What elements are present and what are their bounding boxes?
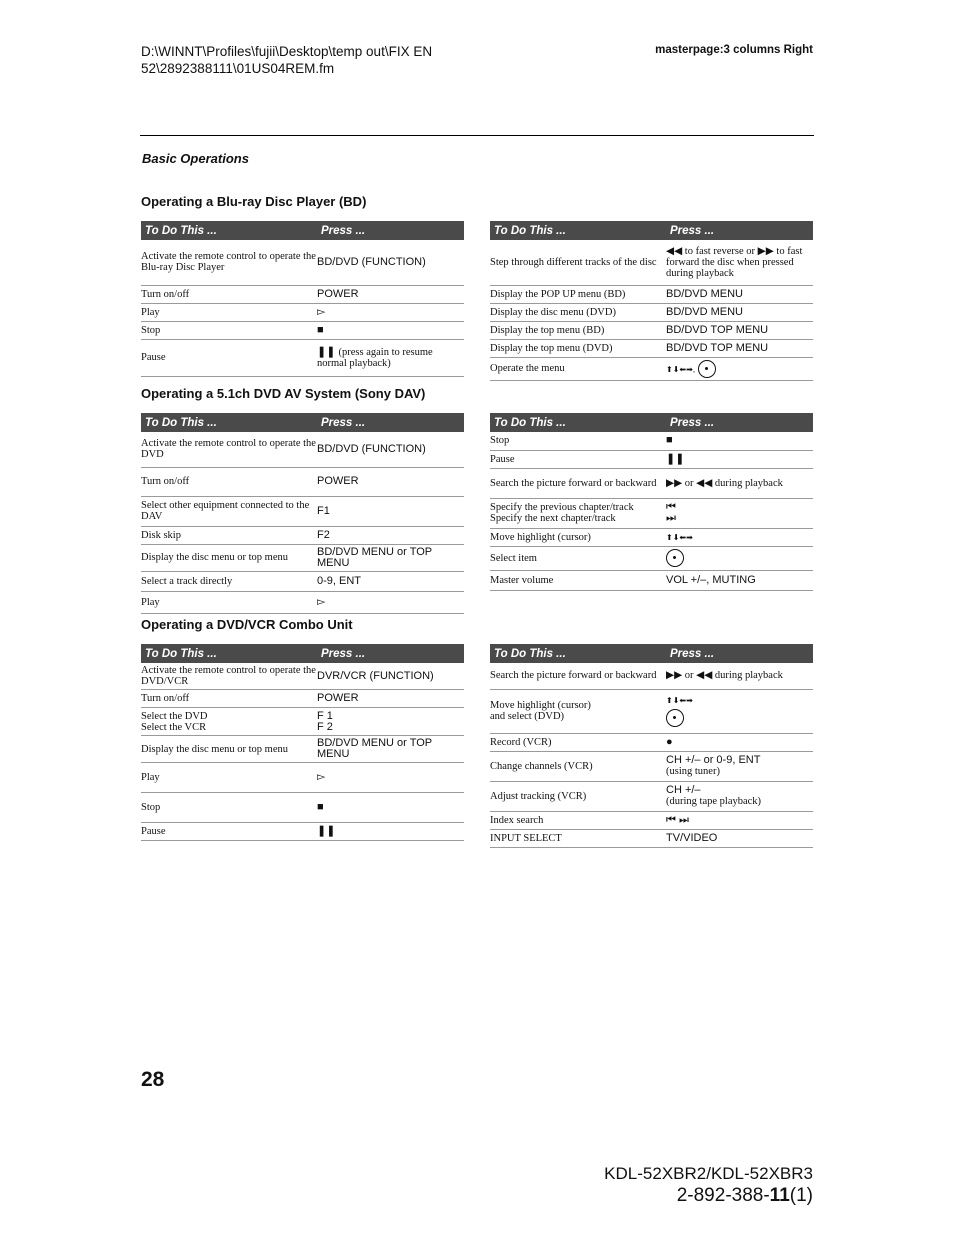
table-row: [141, 496, 464, 526]
todo-cell: Adjust tracking (VCR): [490, 781, 666, 811]
table-row: [490, 733, 813, 751]
todo-cell: Display the top menu (BD): [490, 321, 666, 339]
column-header-press: Press ...: [317, 644, 464, 663]
table-row: [490, 751, 813, 781]
pause-icon: ❚❚: [666, 450, 813, 468]
table-row: [490, 240, 813, 285]
table-row: [141, 793, 464, 823]
press-note: (during tape playback): [666, 796, 762, 807]
todo-cell: [141, 708, 317, 736]
pause-icon: ❚❚: [317, 823, 464, 841]
table-row: [141, 663, 464, 690]
code-bold: 11: [769, 1185, 790, 1206]
model-number: KDL-52XBR2/KDL-52XBR3: [604, 1164, 813, 1183]
table-row: [141, 526, 464, 544]
section-label: Basic Operations: [142, 151, 249, 166]
table-row: [141, 591, 464, 613]
press-cell: BD/DVD MENU or TOP MENU: [317, 544, 464, 571]
todo-cell: Select item: [490, 546, 666, 570]
table-row: [141, 339, 464, 376]
press-cell: [666, 689, 813, 733]
table-row: [490, 811, 813, 829]
todo-cell: Activate the remote control to operate the Blu-ray Disc Player: [141, 240, 317, 285]
todo-cell: Change channels (VCR): [490, 751, 666, 781]
table-row: [141, 240, 464, 285]
press-cell: [317, 708, 464, 736]
pause-icon: ❚❚: [317, 345, 336, 358]
todo-cell: [490, 498, 666, 528]
record-icon: ●: [666, 733, 813, 751]
table-row: [141, 763, 464, 793]
press-cell: [666, 357, 813, 380]
table-row: [141, 432, 464, 467]
stop-icon: ■: [317, 321, 464, 339]
code-suffix: (1): [789, 1185, 813, 1206]
previous-track-icon: ⏮: [666, 501, 676, 513]
heading-combo: Operating a DVD/VCR Combo Unit: [141, 617, 353, 632]
press-cell: [666, 663, 813, 689]
press-note: (using tuner): [666, 766, 720, 777]
press-cell: DVR/VCR (FUNCTION): [317, 663, 464, 690]
table-row: [490, 450, 813, 468]
todo-cell: Select other equipment connected to the DAV: [141, 496, 317, 526]
table-row: [141, 544, 464, 571]
todo-cell: Activate the remote control to operate the DVD: [141, 432, 317, 467]
todo-cell: Display the disc menu (DVD): [490, 303, 666, 321]
press-cell: [666, 468, 813, 498]
todo-line: Select the DVD: [141, 710, 208, 722]
press-cell: [666, 240, 813, 285]
press-line: CH +/– or 0-9, ENT: [666, 754, 761, 766]
todo-cell: Move highlight (cursor): [490, 528, 666, 546]
arrow-keys-icon: ⬆⬇⬅➡: [666, 528, 813, 546]
press-cell: [666, 546, 813, 570]
press-cell: BD/DVD MENU: [666, 285, 813, 303]
todo-cell: Pause: [141, 823, 317, 841]
stop-icon: ■: [317, 793, 464, 823]
todo-line: Specify the previous chapter/track: [490, 502, 634, 513]
todo-cell: Stop: [490, 432, 666, 450]
todo-cell: Display the disc menu or top menu: [141, 544, 317, 571]
todo-line: Select the VCR: [141, 721, 207, 733]
table-row: [141, 467, 464, 496]
column-header-todo: To Do This ...: [490, 221, 666, 240]
press-line: F 2: [317, 720, 333, 733]
play-icon: ▻: [317, 763, 464, 793]
table-combo-left: [141, 644, 464, 841]
column-header-press: Press ...: [317, 221, 464, 240]
table-row: [141, 823, 464, 841]
todo-cell: Stop: [141, 321, 317, 339]
press-cell: 0-9, ENT: [317, 571, 464, 591]
todo-cell: Activate the remote control to operate the DVD/VCR: [141, 663, 317, 690]
todo-cell: Play: [141, 591, 317, 613]
table-dav-left: [141, 413, 464, 614]
todo-line: and select (DVD): [490, 711, 565, 722]
column-header-todo: To Do This ...: [141, 413, 317, 432]
todo-cell: Operate the menu: [490, 357, 666, 380]
todo-cell: Select a track directly: [141, 571, 317, 591]
table-row: [490, 285, 813, 303]
table-row: [141, 303, 464, 321]
column-header-todo: To Do This ...: [141, 644, 317, 663]
table-row: [490, 321, 813, 339]
press-cell: [666, 498, 813, 528]
column-header-press: Press ...: [666, 221, 813, 240]
table-row: [490, 781, 813, 811]
table-row: [490, 498, 813, 528]
column-header-todo: To Do This ...: [490, 644, 666, 663]
todo-cell: Record (VCR): [490, 733, 666, 751]
press-cell: BD/DVD MENU: [666, 303, 813, 321]
table-row: [490, 303, 813, 321]
press-cell: F2: [317, 526, 464, 544]
column-header-press: Press ...: [317, 413, 464, 432]
press-cell: VOL +/–, MUTING: [666, 570, 813, 590]
table-row: [141, 736, 464, 763]
code-prefix: 2-892-388-: [676, 1185, 770, 1206]
model-info: [604, 1163, 813, 1207]
column-header-press: Press ...: [666, 413, 813, 432]
todo-line: Specify the next chapter/track: [490, 513, 616, 524]
table-row: [490, 468, 813, 498]
table-row: [141, 285, 464, 303]
table-row: [490, 432, 813, 450]
press-cell: [317, 339, 464, 376]
document-code: [604, 1185, 813, 1207]
next-track-icon: ⏭: [666, 512, 676, 524]
press-cell: TV/VIDEO: [666, 829, 813, 847]
enter-button-icon: [698, 360, 716, 378]
table-combo-right: [490, 644, 813, 848]
todo-cell: [490, 689, 666, 733]
play-icon: ▻: [317, 591, 464, 613]
column-header-todo: To Do This ...: [141, 221, 317, 240]
stop-icon: ■: [666, 432, 813, 450]
column-header-todo: To Do This ...: [490, 413, 666, 432]
press-cell: BD/DVD (FUNCTION): [317, 432, 464, 467]
press-cell: BD/DVD (FUNCTION): [317, 240, 464, 285]
play-icon: ▻: [317, 303, 464, 321]
file-path-line1: D:\WINNT\Profiles\fujii\Desktop\temp out\FIX EN: [141, 44, 433, 59]
todo-cell: Play: [141, 763, 317, 793]
arrow-keys-icon: ⬆⬇⬅➡,: [666, 364, 696, 374]
table-bd-right: [490, 221, 813, 381]
table-row: [141, 571, 464, 591]
enter-button-icon: [666, 549, 684, 567]
todo-cell: Stop: [141, 793, 317, 823]
press-cell: [666, 781, 813, 811]
press-cell: POWER: [317, 285, 464, 303]
todo-cell: Turn on/off: [141, 690, 317, 708]
file-path: [141, 43, 432, 77]
index-search-icons: ⏮ ⏭: [666, 811, 813, 829]
todo-cell: INPUT SELECT: [490, 829, 666, 847]
table-row: [490, 357, 813, 380]
masterpage-label: masterpage:3 columns Right: [655, 44, 813, 56]
table-row: [490, 829, 813, 847]
press-cell: BD/DVD TOP MENU: [666, 321, 813, 339]
table-row: [490, 689, 813, 733]
press-line: F 1: [317, 709, 333, 722]
table-row: [141, 321, 464, 339]
todo-line: Move highlight (cursor): [490, 700, 591, 711]
header-rule: [140, 135, 814, 136]
todo-cell: Pause: [141, 339, 317, 376]
column-header-press: Press ...: [666, 644, 813, 663]
todo-cell: Search the picture forward or backward: [490, 468, 666, 498]
press-text: ▶▶ or ◀◀ during playback: [666, 670, 783, 682]
todo-cell: Turn on/off: [141, 467, 317, 496]
todo-cell: Index search: [490, 811, 666, 829]
arrow-keys-icon: ⬆⬇⬅➡: [666, 696, 693, 705]
table-bd-left: [141, 221, 464, 377]
press-line: CH +/–: [666, 784, 701, 796]
press-cell: F1: [317, 496, 464, 526]
todo-cell: Display the top menu (DVD): [490, 339, 666, 357]
file-path-line2: 52\2892388111\01US04REM.fm: [141, 61, 335, 76]
todo-cell: Display the POP UP menu (BD): [490, 285, 666, 303]
todo-cell: Search the picture forward or backward: [490, 663, 666, 689]
heading-bd: Operating a Blu-ray Disc Player (BD): [141, 194, 367, 209]
press-cell: POWER: [317, 690, 464, 708]
table-row: [490, 528, 813, 546]
enter-button-icon: [666, 709, 684, 727]
press-text: ▶▶ or ◀◀ during playback: [666, 477, 783, 489]
table-row: [490, 546, 813, 570]
todo-cell: Step through different tracks of the disc: [490, 240, 666, 285]
todo-cell: Play: [141, 303, 317, 321]
press-note: (press again to resume normal playback): [317, 346, 433, 369]
table-dav-right: [490, 413, 813, 591]
todo-cell: Turn on/off: [141, 285, 317, 303]
table-row: [490, 570, 813, 590]
press-cell: BD/DVD MENU or TOP MENU: [317, 736, 464, 763]
press-cell: [666, 751, 813, 781]
press-text: ◀◀ to fast reverse or ▶▶ to fast forward the disc when pressed during playback: [666, 245, 803, 279]
table-row: [490, 339, 813, 357]
table-row: [141, 690, 464, 708]
todo-cell: Display the disc menu or top menu: [141, 736, 317, 763]
todo-cell: Master volume: [490, 570, 666, 590]
press-cell: BD/DVD TOP MENU: [666, 339, 813, 357]
table-row: [141, 708, 464, 736]
press-cell: POWER: [317, 467, 464, 496]
heading-dav: Operating a 5.1ch DVD AV System (Sony DAV): [141, 386, 426, 401]
table-row: [490, 663, 813, 689]
page-number: 28: [141, 1068, 165, 1091]
todo-cell: Disk skip: [141, 526, 317, 544]
todo-cell: Pause: [490, 450, 666, 468]
